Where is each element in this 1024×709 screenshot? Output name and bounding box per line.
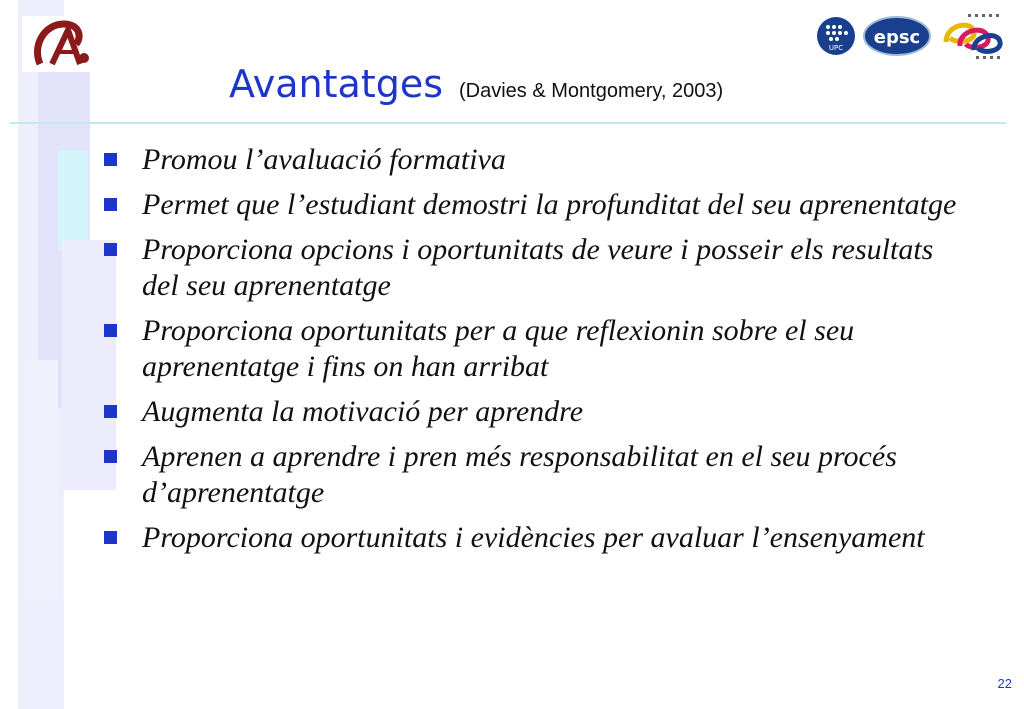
square-bullet-icon: [104, 243, 117, 256]
header-divider: [10, 122, 1006, 124]
list-item-text: Proporciona oportunitats per a que reflexionin sobre el seu aprenentatge i fins on han arribat: [142, 314, 855, 383]
list-item-text: Proporciona oportunitats i evidències per avaluar l’ensenyament: [142, 521, 925, 554]
epsc-logo: [862, 15, 932, 57]
title-reference: (Davies & Montgomery, 2003): [459, 80, 724, 102]
list-item-text: Permet que l’estudiant demostri la profunditat del seu aprenentatge: [142, 188, 957, 221]
list-item-text: Promou l’avaluació formativa: [142, 143, 506, 176]
svg-text:epsc: epsc: [873, 27, 921, 48]
decor-bar: [58, 150, 88, 250]
svg-text:UPC: UPC: [828, 44, 844, 52]
list-item: [104, 187, 964, 223]
institution-logo: [22, 16, 102, 72]
square-bullet-icon: [104, 198, 117, 211]
list-item: [104, 313, 964, 385]
list-item-text: Augmenta la motivació per aprendre: [142, 395, 584, 428]
square-bullet-icon: [104, 153, 117, 166]
list-item: [104, 232, 964, 304]
slide-title: [229, 62, 723, 106]
square-bullet-icon: [104, 324, 117, 337]
list-item-text: Proporciona opcions i oportunitats de veure i posseir els resultats del seu aprenentatge: [142, 233, 934, 302]
square-bullet-icon: [104, 531, 117, 544]
e-logo: [938, 12, 1010, 60]
list-item: [104, 439, 964, 511]
square-bullet-icon: [104, 450, 117, 463]
title-text: Avantatges: [229, 62, 444, 106]
list-item: [104, 142, 964, 178]
list-item-text: Aprenen a aprendre i pren més responsabilitat en el seu procés d’aprenentatge: [142, 440, 897, 509]
header-logos: [816, 12, 1010, 60]
list-item: [104, 520, 964, 556]
page-number: 22: [997, 676, 1012, 691]
list-item: [104, 394, 964, 430]
decor-bar: [24, 360, 58, 600]
upc-logo: [816, 16, 856, 56]
bullet-list: [104, 142, 964, 565]
square-bullet-icon: [104, 405, 117, 418]
